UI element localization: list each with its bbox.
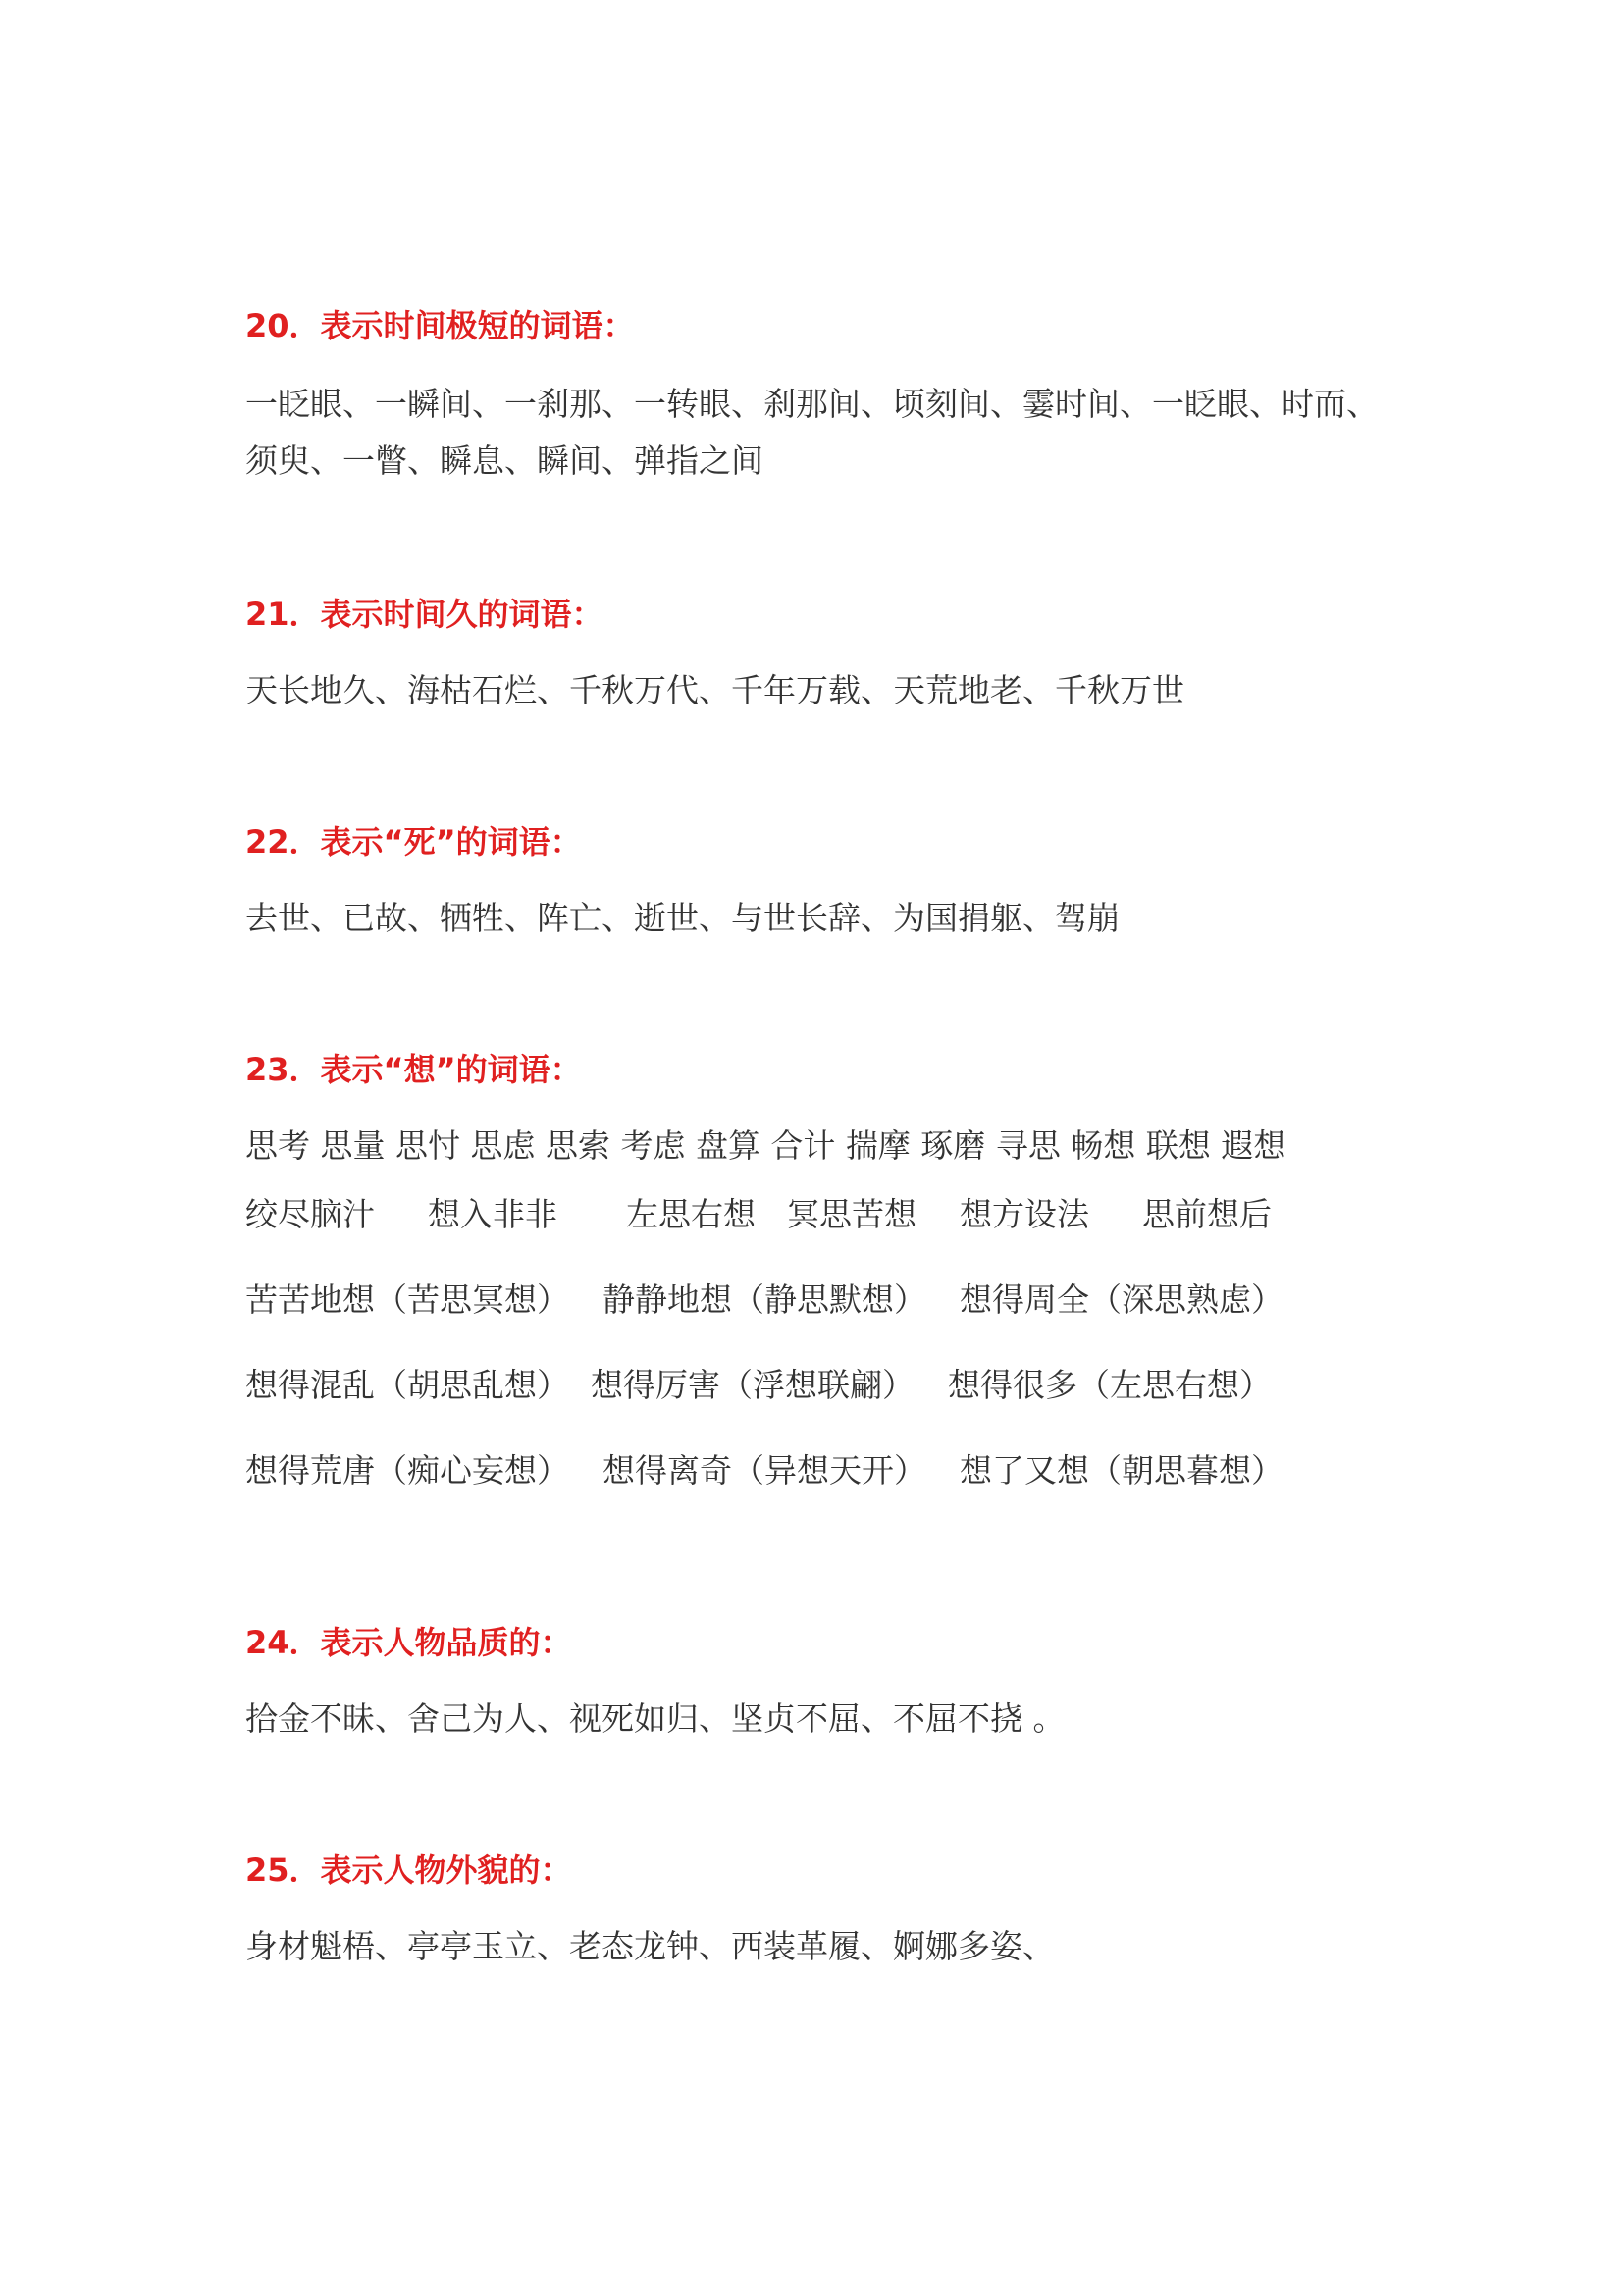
section-20-line-2: 须臾、一瞥、瞬息、瞬间、弹指之间 [245, 442, 763, 480]
section-24-heading: 24．表示人物品质的： [245, 1624, 572, 1661]
section-23-term: 思前想后 [1142, 1195, 1272, 1233]
section-23-term: 想得混乱（胡思乱想） [245, 1366, 569, 1404]
section-23-term: 想了又想（朝思暮想） [960, 1451, 1283, 1489]
section-23-line-1: 思考 思量 思忖 思虑 思索 考虑 盘算 合计 揣摩 琢磨 寻思 畅想 联想 遐想 [245, 1126, 1286, 1165]
section-23-row-4 [245, 1449, 1403, 1492]
section-22-heading: 22．表示“死”的词语： [245, 823, 582, 861]
section-20-heading: 20．表示时间极短的词语： [245, 307, 635, 344]
section-21-line-1: 天长地久、海枯石烂、千秋万代、千年万载、天荒地老、千秋万世 [245, 671, 1184, 709]
section-20-line-1: 一眨眼、一瞬间、一刹那、一转眼、刹那间、顷刻间、霎时间、一眨眼、时而、 [245, 385, 1379, 423]
section-23-term: 想入非非 [428, 1195, 557, 1233]
section-21-heading: 21．表示时间久的词语： [245, 596, 603, 633]
section-22-line-1: 去世、已故、牺牲、阵亡、逝世、与世长辞、为国捐躯、驾崩 [245, 899, 1120, 937]
section-23-term: 想得离奇（异想天开） [602, 1451, 926, 1489]
section-25-heading: 25．表示人物外貌的： [245, 1852, 572, 1889]
section-23-row-2 [245, 1278, 1403, 1322]
section-23-term: 冥思苦想 [787, 1195, 916, 1233]
section-23-term: 左思右想 [626, 1195, 756, 1233]
section-23-row-1 [245, 1193, 1403, 1236]
section-25-line-1: 身材魁梧、亭亭玉立、老态龙钟、西装革履、婀娜多姿、 [245, 1927, 1055, 1965]
section-23-term: 绞尽脑汁 [245, 1195, 375, 1233]
section-23-term: 苦苦地想（苦思冥想） [245, 1280, 569, 1319]
section-24-line-1: 拾金不昧、舍己为人、视死如归、坚贞不屈、不屈不挠 。 [245, 1699, 1066, 1738]
section-23-row-3 [245, 1364, 1403, 1407]
section-23-term: 静静地想（静思默想） [602, 1280, 926, 1319]
section-23-term: 想得荒唐（痴心妄想） [245, 1451, 569, 1489]
section-23-term: 想得厉害（浮想联翩） [591, 1366, 915, 1404]
section-23-term: 想方设法 [960, 1195, 1089, 1233]
section-23-heading: 23．表示“想”的词语： [245, 1051, 582, 1088]
section-23-term: 想得很多（左思右想） [948, 1366, 1272, 1404]
section-23-term: 想得周全（深思熟虑） [960, 1280, 1283, 1319]
